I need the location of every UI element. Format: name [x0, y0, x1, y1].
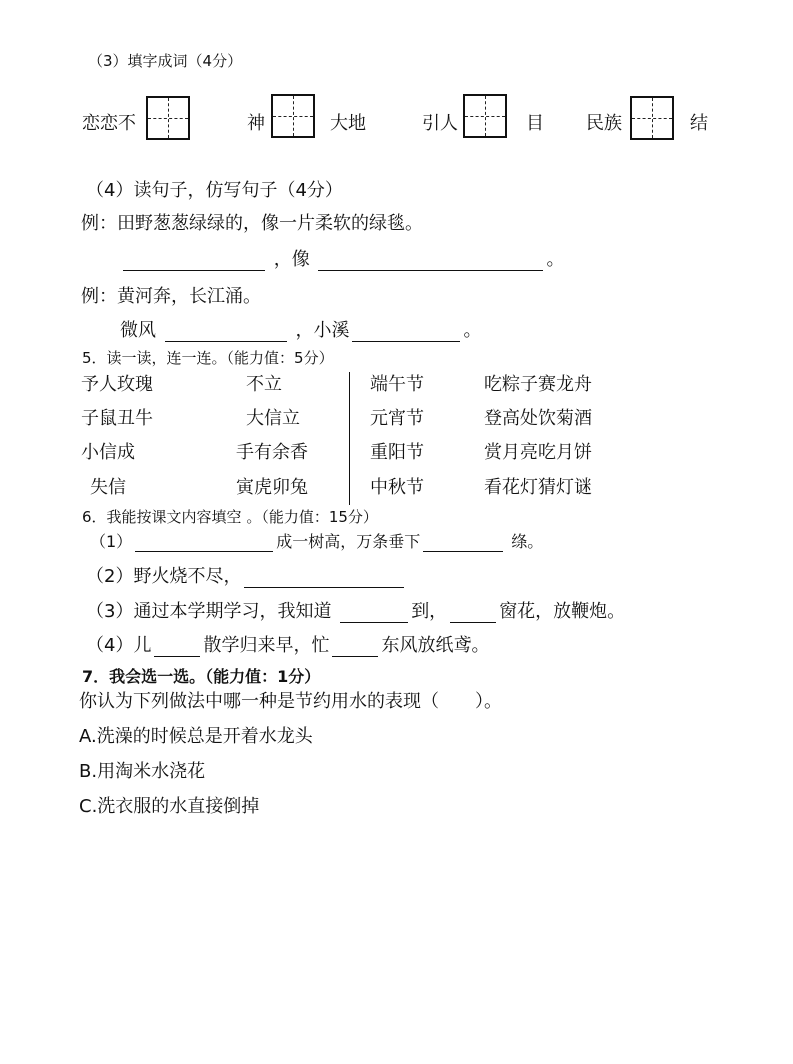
q5-col2-item[interactable]: 大信立 [246, 408, 300, 429]
q6-line-2 [86, 562, 407, 588]
q3-title: （3）填字成词（4分） [88, 52, 243, 70]
q4-title: （4）读句子，仿写句子（4分） [86, 180, 343, 201]
q5-col4-item[interactable]: 看花灯猜灯谜 [484, 477, 592, 498]
q6-blank-3b[interactable] [450, 604, 496, 623]
q3-item-3-before: 引人 [422, 113, 458, 134]
q3-item-4-after: 结 [690, 113, 708, 134]
q5-title: 5．读一读，连一连。（能力值：5分） [82, 349, 334, 367]
q6-line-4 [86, 631, 489, 657]
q5-col3-item[interactable]: 元宵节 [370, 408, 424, 429]
q7-question: 你认为下列做法中哪一种是节约用水的表现（ ）。 [79, 691, 502, 712]
q5-col3-item[interactable]: 端午节 [370, 374, 424, 395]
q5-col1-item[interactable]: 失信 [90, 477, 126, 498]
q5-col4-item[interactable]: 登高处饮菊酒 [484, 408, 592, 429]
q6-blank-4a[interactable] [154, 638, 200, 657]
q6-line-4a: （4）儿 [86, 635, 152, 656]
q3-item-3-after: 目 [526, 113, 544, 134]
q5-col3-item[interactable]: 中秋节 [370, 477, 424, 498]
q6-line-1c: 绦。 [511, 532, 544, 551]
q6-line-1 [90, 529, 543, 552]
q6-blank-4b[interactable] [332, 638, 378, 657]
q6-line-3c: 窗花，放鞭炮。 [499, 601, 626, 622]
q3-item-2-after: 大地 [330, 113, 366, 134]
q4-line-1-mid: ，像 [273, 249, 310, 270]
q4-blank-1a[interactable] [123, 252, 265, 271]
q4-blank-2a[interactable] [165, 323, 287, 342]
q5-col2-item[interactable]: 不立 [246, 374, 282, 395]
q3-item-4-before: 民族 [586, 113, 622, 134]
q6-line-3 [86, 597, 625, 623]
q3-item-1-before: 恋恋不 [82, 113, 136, 134]
q5-col1-item[interactable]: 予人玫瑰 [81, 374, 153, 395]
q5-col2-item[interactable]: 手有余香 [236, 442, 308, 463]
q4-line-1 [120, 245, 564, 271]
tian-grid-box-3[interactable] [463, 94, 507, 138]
q5-col1-item[interactable]: 小信成 [81, 442, 135, 463]
q6-blank-3a[interactable] [340, 604, 408, 623]
q7-option-c[interactable]: C.洗衣服的水直接倒掉 [79, 796, 260, 817]
q6-line-1b: 成一树高，万条垂下 [276, 532, 421, 551]
q4-line-1-end: 。 [546, 249, 565, 270]
q6-line-4c: 东风放纸鸢。 [381, 635, 490, 656]
q6-line-3b: 到， [411, 601, 448, 622]
q7-option-b[interactable]: B.用淘米水浇花 [79, 761, 206, 782]
q4-blank-1b[interactable] [318, 252, 543, 271]
q4-blank-2b[interactable] [352, 323, 460, 342]
q6-blank-2[interactable] [244, 569, 404, 588]
q5-col1-item[interactable]: 子鼠丑牛 [81, 408, 153, 429]
q5-col4-item[interactable]: 吃粽子赛龙舟 [484, 374, 592, 395]
q4-line-2-end: 。 [463, 320, 482, 341]
q6-title: 6．我能按课文内容填空 。（能力值：15分） [82, 508, 378, 526]
q5-col4-item[interactable]: 赏月亮吃月饼 [484, 442, 592, 463]
q7-title: 7．我会选一选。（能力值：1分） [82, 667, 321, 686]
column-divider-line [349, 372, 350, 505]
q6-blank-1b[interactable] [423, 533, 503, 552]
q3-item-2-before: 神 [247, 113, 265, 134]
q6-line-1a: （1） [90, 532, 133, 551]
tian-grid-box-2[interactable] [271, 94, 315, 138]
tian-grid-box-4[interactable] [630, 96, 674, 140]
q4-example-1: 例：田野葱葱绿绿的，像一片柔软的绿毯。 [81, 213, 423, 234]
tian-grid-box-1[interactable] [146, 96, 190, 140]
q4-line-2-mid: ，小溪 [295, 320, 350, 341]
q6-blank-1a[interactable] [135, 533, 273, 552]
q6-line-2a: （2）野火烧不尽， [86, 566, 242, 587]
q7-option-a[interactable]: A.洗澡的时候总是开着水龙头 [79, 726, 313, 747]
q5-col2-item[interactable]: 寅虎卯兔 [236, 477, 308, 498]
q4-example-2: 例：黄河奔，长江涌。 [81, 286, 261, 307]
q5-col3-item[interactable]: 重阳节 [370, 442, 424, 463]
q6-line-4b: 散学归来早，忙 [203, 635, 330, 656]
q4-line-2-start: 微风 [120, 320, 156, 341]
q4-line-2 [120, 316, 481, 342]
q6-line-3a: （3）通过本学期学习，我知道 [86, 601, 332, 622]
